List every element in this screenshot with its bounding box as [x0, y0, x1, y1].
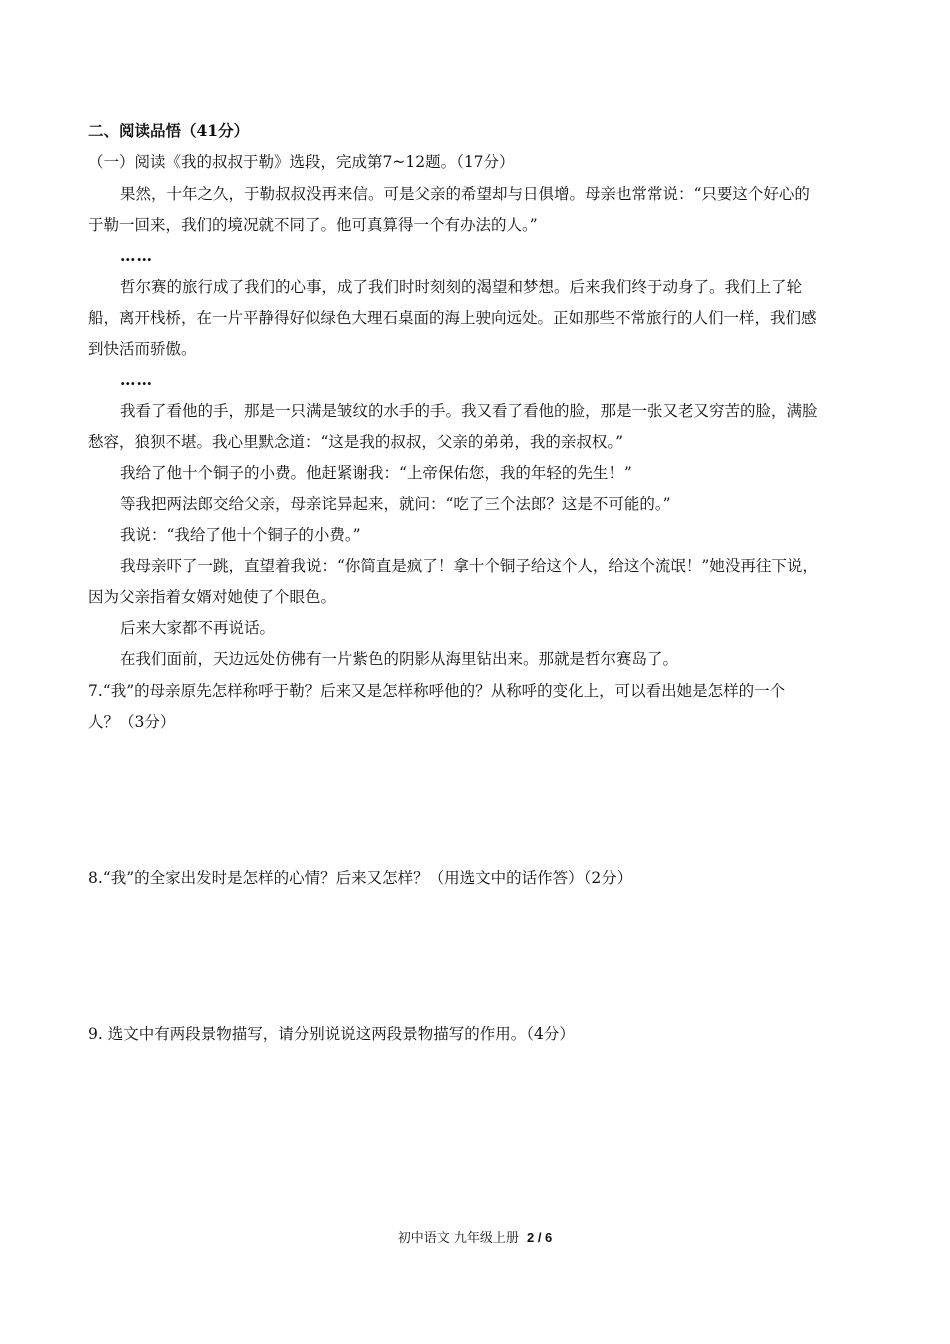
- passage-paragraph-7-line-2: 因为父亲指着女婿对她使了个眼色。: [88, 588, 337, 606]
- passage-paragraph-1-line-2: 于勒一回来，我们的境况就不同了。他可真算得一个有办法的人。”: [88, 216, 538, 234]
- subsection-title: （一）阅读《我的叔叔于勒》选段，完成第7~12题。（17分）: [88, 153, 515, 171]
- passage-paragraph-2-line-1: 哲尔赛的旅行成了我们的心事，成了我们时时刻刻的渴望和梦想。后来我们终于动身了。我们上了轮: [120, 278, 803, 296]
- passage-paragraph-3-line-2: 愁容，狼狈不堪。我心里默念道：“这是我的叔叔，父亲的弟弟，我的亲叔权。”: [88, 433, 624, 451]
- passage-paragraph-7-line-1: 我母亲吓了一跳，直望着我说：“你简直是疯了！拿十个铜子给这个人，给这个流氓！”她没再往下说，: [120, 557, 818, 575]
- passage-ellipsis: ……: [120, 370, 153, 389]
- question-7-line-1: 7.“我”的母亲原先怎样称呼于勒？后来又是怎样称呼他的？从称呼的变化上，可以看出她是怎样的一个: [88, 682, 786, 700]
- passage-paragraph-2-line-3: 到快活而骄傲。: [88, 340, 197, 358]
- passage-paragraph-5: 等我把两法郎交给父亲，母亲诧异起来，就问：“吃了三个法郎？这是不可能的。”: [120, 495, 671, 513]
- footer-course: 初中语文 九年级上册: [397, 1231, 519, 1246]
- passage-paragraph-3-line-1: 我看了看他的手，那是一只满是皱纹的水手的手。我又看了看他的脸，那是一张又老又穷苦的脸，满脸: [120, 402, 818, 420]
- question-8: 8.“我”的全家出发时是怎样的心情？后来又怎样？（用选文中的话作答）（2分）: [88, 869, 633, 887]
- passage-paragraph-9: 在我们面前，天边远处仿佛有一片紫色的阴影从海里钻出来。那就是哲尔赛岛了。: [120, 650, 679, 668]
- question-7-line-2: 人？（3分）: [88, 713, 176, 731]
- passage-paragraph-8: 后来大家都不再说话。: [120, 619, 276, 637]
- passage-paragraph-4: 我给了他十个铜子的小费。他赶紧谢我：“上帝保佑您，我的年轻的先生！”: [120, 464, 632, 482]
- question-9: 9. 选文中有两段景物描写，请分别说说这两段景物描写的作用。（4分）: [88, 1025, 575, 1043]
- section-title: 二、阅读品悟（41分）: [88, 121, 250, 140]
- passage-paragraph-6: 我说：“我给了他十个铜子的小费。”: [120, 526, 361, 544]
- passage-paragraph-2-line-2: 船，离开栈桥，在一片平静得好似绿色大理石桌面的海上驶向远处。正如那些不常旅行的人们一样，我们感: [88, 309, 817, 327]
- page-number: 2 / 6: [526, 1230, 553, 1245]
- page-footer: [0, 1229, 950, 1248]
- passage-ellipsis: ……: [120, 246, 153, 265]
- passage-paragraph-1-line-1: 果然，十年之久，于勒叔叔没再来信。可是父亲的希望却与日俱增。母亲也常常说：“只要这个好心的: [120, 185, 810, 203]
